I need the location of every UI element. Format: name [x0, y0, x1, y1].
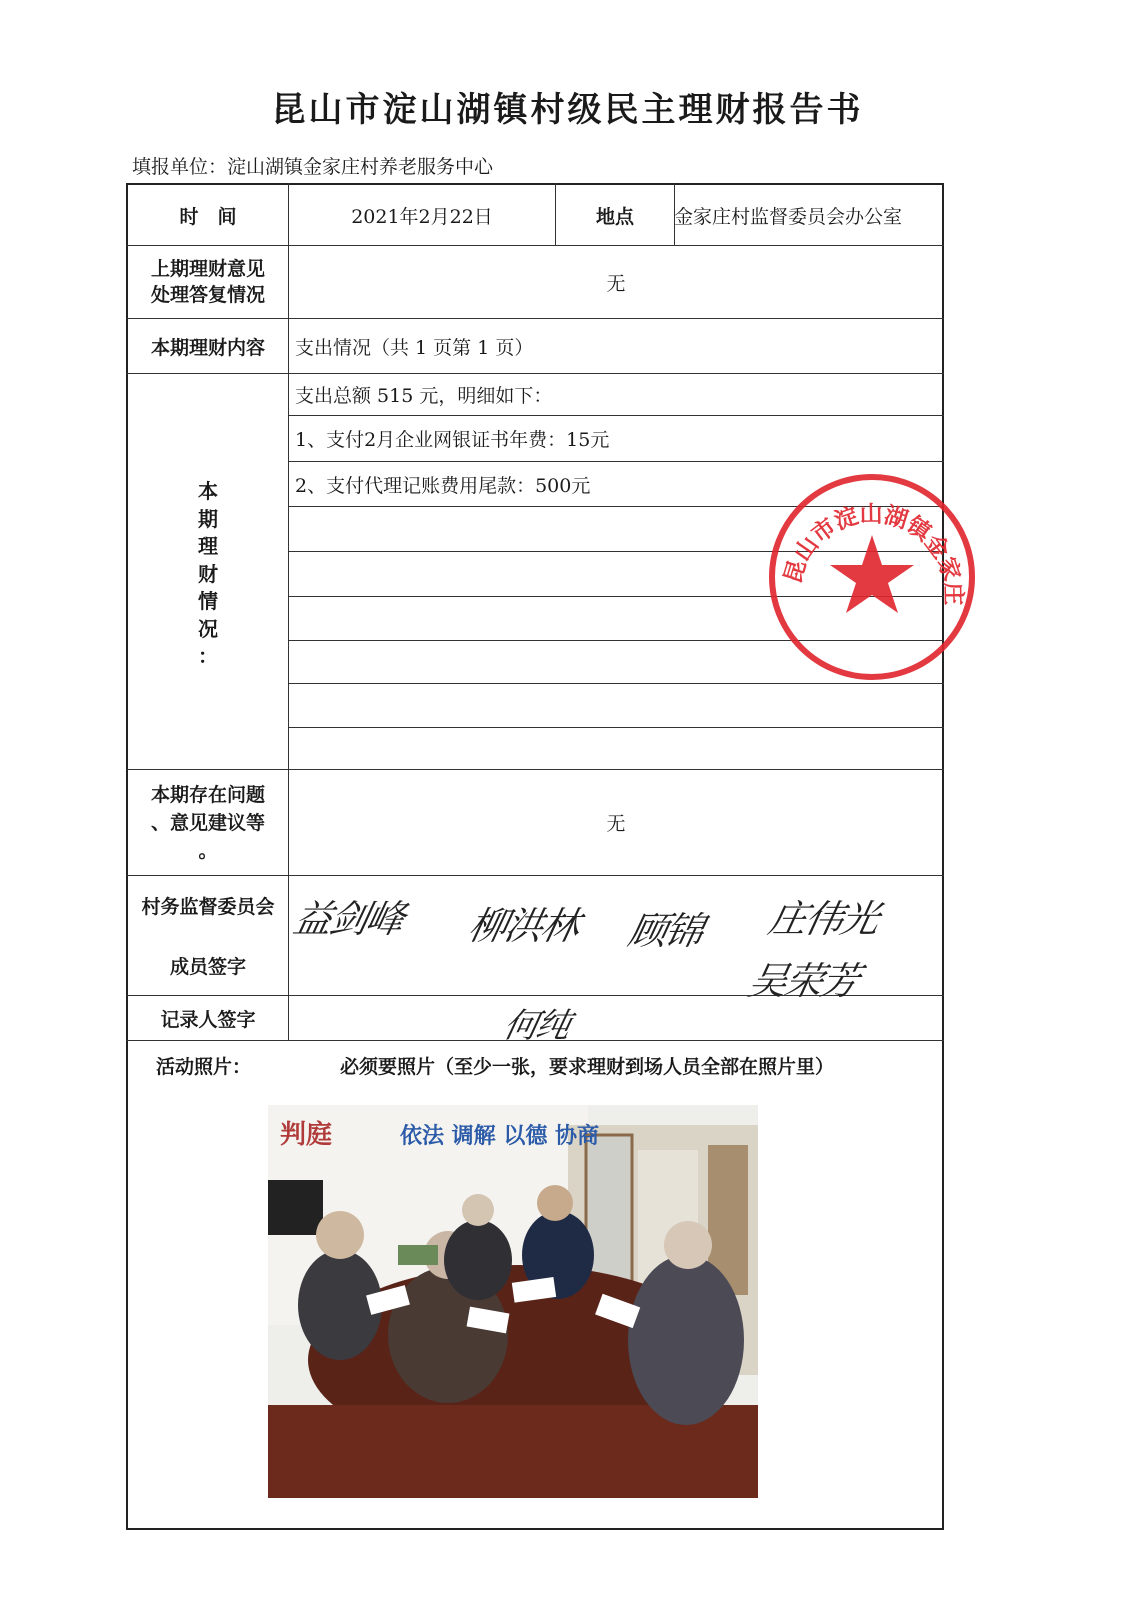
- signature: 顾锦: [624, 909, 706, 953]
- issues-label-line3: 。: [198, 839, 218, 862]
- prev-opinion-value: 无: [606, 272, 626, 295]
- page-title: 昆山市淀山湖镇村级民主理财报告书: [271, 90, 864, 130]
- finance-label-char: ：: [198, 644, 218, 668]
- finance-label-char: 况: [198, 616, 218, 641]
- issues-label: [128, 770, 288, 875]
- finance-line: 支出总额 515 元，明细如下：: [295, 385, 553, 407]
- committee-sign-label-line2: 成员签字: [169, 955, 246, 978]
- seal-text: 昆山市淀山湖镇金家庄: [779, 501, 966, 606]
- photo-note: 必须要照片（至少一张，要求理财到场人员全部在照片里）: [340, 1055, 835, 1078]
- signature: 益剑峰: [289, 897, 407, 941]
- place-label: 地点: [595, 205, 634, 228]
- finance-label-char: 本: [198, 479, 218, 503]
- finance-line: 2、支付代理记账费用尾款：500元: [295, 474, 591, 497]
- time-label: 时 间: [179, 205, 237, 228]
- content-label: 本期理财内容: [150, 336, 265, 359]
- place-value: 金家庄村监督委员会办公室: [674, 205, 903, 228]
- committee-sign-label: [128, 876, 288, 995]
- finance-label-char: 期: [198, 506, 218, 531]
- finance-label: [128, 478, 288, 671]
- signature: 何纯: [500, 1006, 573, 1046]
- red-seal-stamp: [760, 465, 980, 685]
- photo-wall-text-right: 依法 调解 以德 协商: [400, 1124, 599, 1149]
- signature: 庄伟光: [764, 897, 882, 941]
- reporting-unit: 填报单位：淀山湖镇金家庄村养老服务中心: [132, 156, 494, 178]
- rule: [288, 727, 944, 728]
- issues-value: 无: [606, 813, 626, 835]
- prev-opinion-label-line2: 处理答复情况: [150, 284, 265, 306]
- activity-photo: [268, 1105, 758, 1498]
- signature: 吴荣芳: [744, 959, 862, 1003]
- photo-label: 活动照片：: [156, 1055, 252, 1078]
- finance-label-char: 财: [198, 561, 218, 586]
- time-value: 2021年2月22日: [351, 205, 493, 228]
- content-value: 支出情况（共 1 页第 1 页）: [295, 336, 534, 359]
- prev-opinion-label-line1: 上期理财意见: [150, 258, 265, 280]
- issues-label-line2: 、意见建议等: [150, 811, 265, 834]
- photo-wall-text-left: 判庭: [280, 1120, 333, 1150]
- finance-label-char: 情: [198, 589, 218, 613]
- prev-opinion-label: [128, 246, 288, 318]
- recorder-label: 记录人签字: [160, 1008, 256, 1031]
- finance-line: 1、支付2月企业网银证书年费：15元: [295, 429, 610, 451]
- finance-label-char: 理: [198, 534, 218, 558]
- signature: 柳洪林: [464, 904, 582, 948]
- committee-sign-label-line1: 村务监督委员会: [141, 896, 275, 919]
- issues-label-line1: 本期存在问题: [150, 783, 265, 806]
